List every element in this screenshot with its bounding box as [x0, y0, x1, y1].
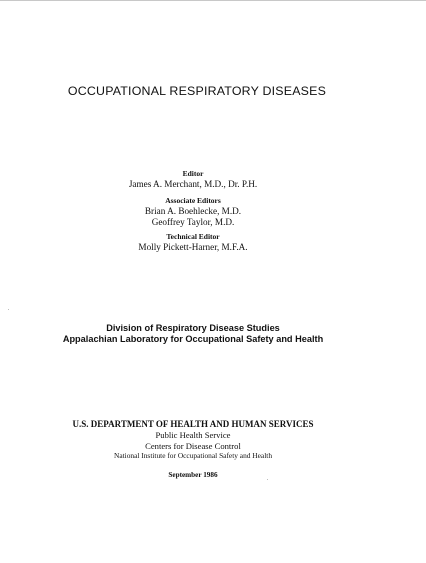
editor-name: James A. Merchant, M.D., Dr. P.H.	[128, 179, 258, 189]
department-section	[0, 419, 386, 480]
technical-editor-name: Molly Pickett-Harner, M.F.A.	[138, 242, 248, 252]
centers-for-disease-control: Centers for Disease Control	[145, 440, 241, 451]
department-name: U.S. DEPARTMENT OF HEALTH AND HUMAN SERVICES	[72, 419, 314, 429]
document-title: OCCUPATIONAL RESPIRATORY DISEASES	[67, 84, 327, 98]
scan-speck	[8, 309, 9, 310]
editor-section	[0, 169, 386, 190]
associate-editors-section	[0, 196, 386, 228]
associate-editor-name: Geoffrey Taylor, M.D.	[151, 217, 235, 227]
public-health-service: Public Health Service	[155, 430, 231, 440]
niosh-name: National Institute for Occupational Safety and Health	[113, 451, 273, 460]
associate-editor-name: Brian A. Boehlecke, M.D.	[144, 206, 242, 216]
scan-speck	[267, 479, 268, 480]
associate-editors-role: Associate Editors	[165, 196, 221, 205]
publication-date: September 1986	[168, 470, 218, 479]
division-section	[0, 323, 386, 345]
technical-editor-section	[0, 232, 386, 253]
top-border	[0, 0, 426, 1]
division-name: Division of Respiratory Disease Studies	[106, 323, 280, 333]
technical-editor-role: Technical Editor	[166, 232, 220, 241]
laboratory-name: Appalachian Laboratory for Occupational Safety and Health	[62, 334, 324, 344]
editor-role: Editor	[182, 169, 204, 178]
